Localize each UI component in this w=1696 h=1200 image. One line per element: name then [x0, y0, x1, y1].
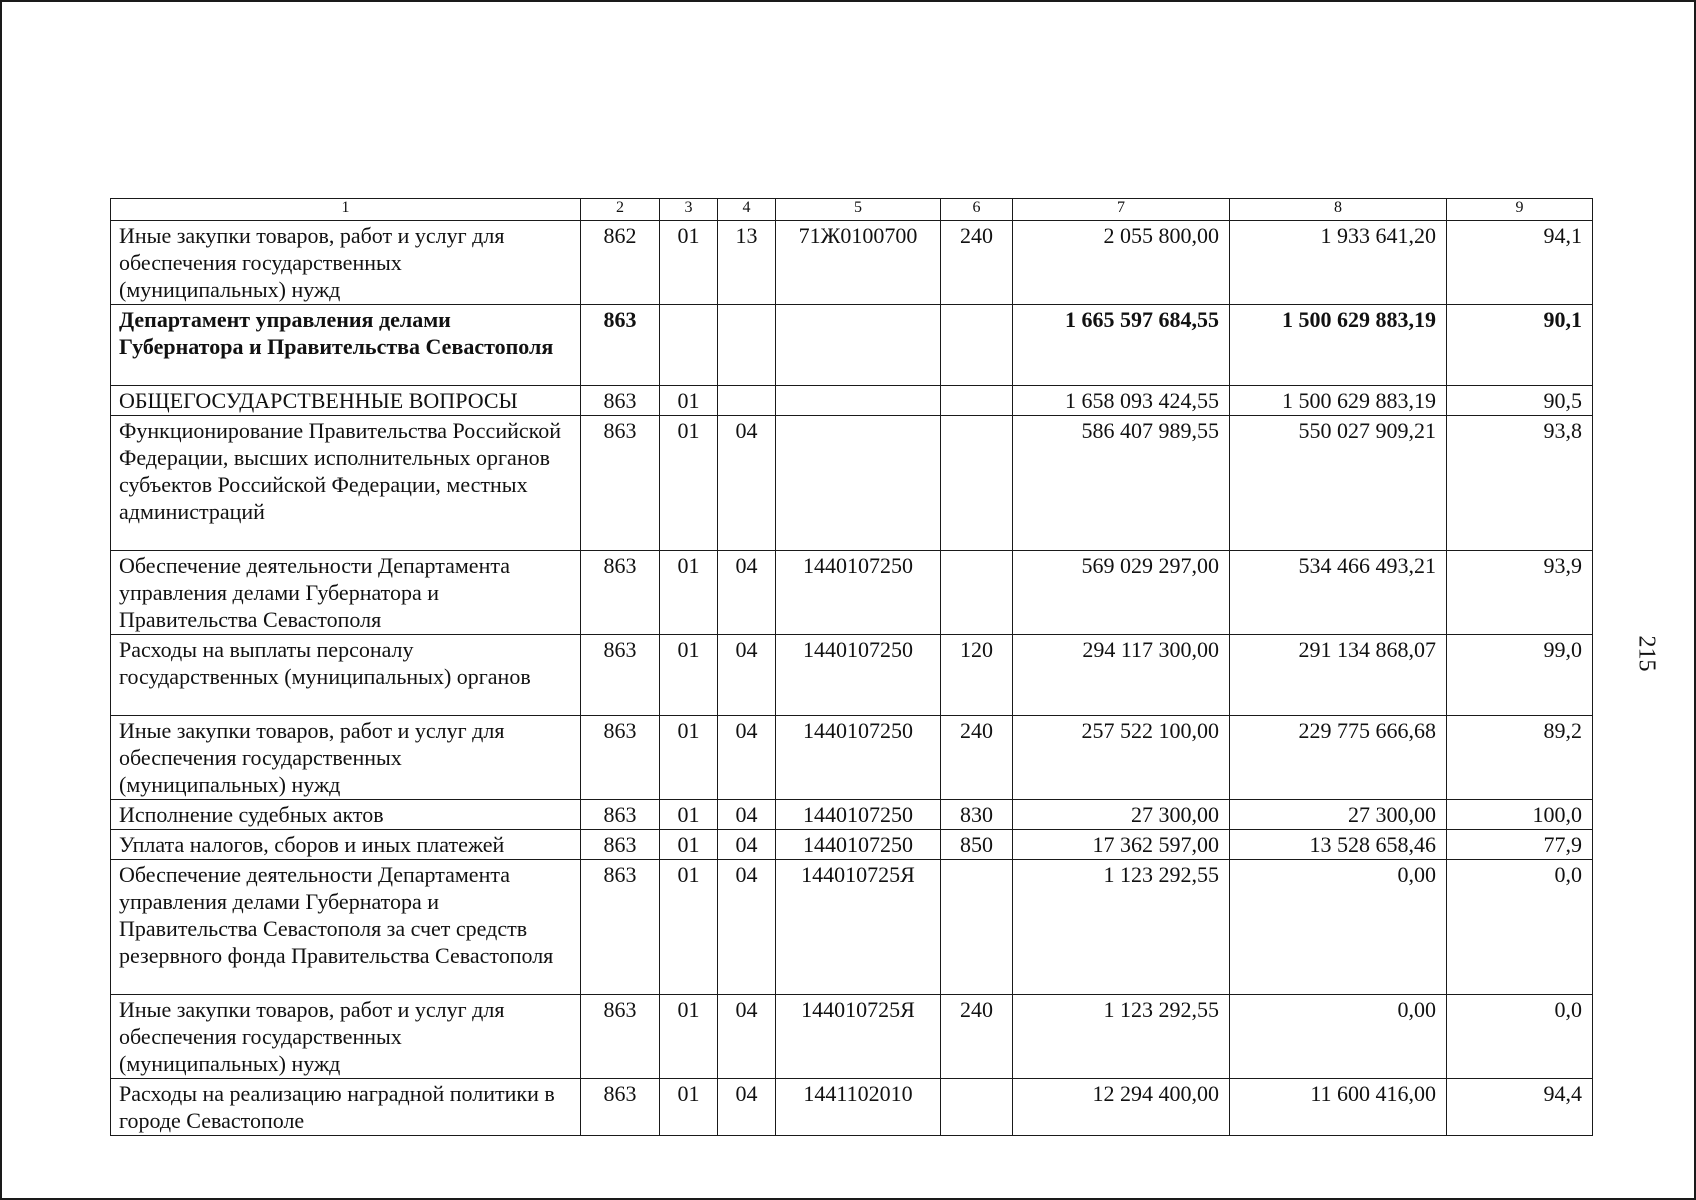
section-code-cell: 01 — [660, 1079, 718, 1136]
section-code-cell — [660, 305, 718, 386]
admin-code-cell: 862 — [581, 221, 660, 305]
target-article-cell: 144010725Я — [776, 995, 941, 1079]
row-name-cell: ОБЩЕГОСУДАРСТВЕННЫЕ ВОПРОСЫ — [111, 386, 581, 416]
target-article-cell: 1440107250 — [776, 716, 941, 800]
subsection-code-cell: 04 — [718, 860, 776, 995]
column-number: 4 — [718, 199, 776, 221]
column-number: 5 — [776, 199, 941, 221]
subsection-code-cell: 04 — [718, 635, 776, 716]
table-row — [111, 1079, 1593, 1136]
percent-cell: 90,1 — [1447, 305, 1593, 386]
expense-type-cell: 120 — [941, 635, 1013, 716]
subsection-code-cell — [718, 305, 776, 386]
percent-cell: 94,4 — [1447, 1079, 1593, 1136]
admin-code-cell: 863 — [581, 860, 660, 995]
subsection-code-cell: 04 — [718, 551, 776, 635]
expense-type-cell: 240 — [941, 995, 1013, 1079]
subsection-code-cell: 04 — [718, 1079, 776, 1136]
target-article-cell: 71Ж0100700 — [776, 221, 941, 305]
section-code-cell: 01 — [660, 860, 718, 995]
percent-cell: 0,0 — [1447, 860, 1593, 995]
executed-amount-cell: 229 775 666,68 — [1230, 716, 1447, 800]
approved-amount-cell: 12 294 400,00 — [1013, 1079, 1230, 1136]
expense-type-cell — [941, 416, 1013, 551]
expense-type-cell — [941, 305, 1013, 386]
target-article-cell: 1440107250 — [776, 551, 941, 635]
percent-cell: 77,9 — [1447, 830, 1593, 860]
executed-amount-cell: 1 500 629 883,19 — [1230, 305, 1447, 386]
subsection-code-cell: 04 — [718, 800, 776, 830]
table-row — [111, 386, 1593, 416]
percent-cell: 99,0 — [1447, 635, 1593, 716]
percent-cell: 90,5 — [1447, 386, 1593, 416]
executed-amount-cell: 291 134 868,07 — [1230, 635, 1447, 716]
row-name-cell: Расходы на реализацию наградной политики в городе Севастополе — [111, 1079, 581, 1136]
approved-amount-cell: 2 055 800,00 — [1013, 221, 1230, 305]
section-code-cell: 01 — [660, 635, 718, 716]
admin-code-cell: 863 — [581, 635, 660, 716]
expense-type-cell: 850 — [941, 830, 1013, 860]
admin-code-cell: 863 — [581, 830, 660, 860]
row-name-cell: Обеспечение деятельности Департамента управления делами Губернатора и Правительства Севастополя — [111, 551, 581, 635]
expense-type-cell: 240 — [941, 221, 1013, 305]
row-name-cell: Иные закупки товаров, работ и услуг для обеспечения государственных (муниципальных) нужд — [111, 995, 581, 1079]
approved-amount-cell: 1 123 292,55 — [1013, 995, 1230, 1079]
approved-amount-cell: 27 300,00 — [1013, 800, 1230, 830]
percent-cell: 93,9 — [1447, 551, 1593, 635]
table-row — [111, 860, 1593, 995]
expense-type-cell — [941, 1079, 1013, 1136]
table-row — [111, 716, 1593, 800]
row-name-cell: Иные закупки товаров, работ и услуг для обеспечения государственных (муниципальных) нужд — [111, 716, 581, 800]
subsection-code-cell: 04 — [718, 716, 776, 800]
executed-amount-cell: 0,00 — [1230, 860, 1447, 995]
target-article-cell: 1440107250 — [776, 800, 941, 830]
section-code-cell: 01 — [660, 386, 718, 416]
expense-type-cell — [941, 386, 1013, 416]
subsection-code-cell: 04 — [718, 830, 776, 860]
approved-amount-cell: 1 123 292,55 — [1013, 860, 1230, 995]
admin-code-cell: 863 — [581, 386, 660, 416]
column-number: 7 — [1013, 199, 1230, 221]
approved-amount-cell: 17 362 597,00 — [1013, 830, 1230, 860]
row-name-cell: Департамент управления делами Губернатора и Правительства Севастополя — [111, 305, 581, 386]
column-number-row — [111, 199, 1593, 221]
target-article-cell — [776, 386, 941, 416]
approved-amount-cell: 1 658 093 424,55 — [1013, 386, 1230, 416]
column-number: 1 — [111, 199, 581, 221]
expense-type-cell: 240 — [941, 716, 1013, 800]
executed-amount-cell: 11 600 416,00 — [1230, 1079, 1447, 1136]
percent-cell: 100,0 — [1447, 800, 1593, 830]
row-name-cell: Уплата налогов, сборов и иных платежей — [111, 830, 581, 860]
approved-amount-cell: 294 117 300,00 — [1013, 635, 1230, 716]
column-number: 6 — [941, 199, 1013, 221]
subsection-code-cell: 04 — [718, 995, 776, 1079]
row-name-cell: Расходы на выплаты персоналу государственных (муниципальных) органов — [111, 635, 581, 716]
target-article-cell: 144010725Я — [776, 860, 941, 995]
admin-code-cell: 863 — [581, 305, 660, 386]
section-code-cell: 01 — [660, 221, 718, 305]
table-row — [111, 305, 1593, 386]
column-number: 3 — [660, 199, 718, 221]
executed-amount-cell: 0,00 — [1230, 995, 1447, 1079]
section-code-cell: 01 — [660, 716, 718, 800]
section-code-cell: 01 — [660, 995, 718, 1079]
subsection-code-cell: 13 — [718, 221, 776, 305]
table-row — [111, 221, 1593, 305]
section-code-cell: 01 — [660, 416, 718, 551]
admin-code-cell: 863 — [581, 416, 660, 551]
executed-amount-cell: 1 500 629 883,19 — [1230, 386, 1447, 416]
admin-code-cell: 863 — [581, 551, 660, 635]
section-code-cell: 01 — [660, 551, 718, 635]
admin-code-cell: 863 — [581, 995, 660, 1079]
page-number: 215 — [1633, 635, 1660, 672]
table-row — [111, 830, 1593, 860]
row-name-cell: Функционирование Правительства Российской Федерации, высших исполнительных органов субъектов Российской Федерации, местных администраций — [111, 416, 581, 551]
admin-code-cell: 863 — [581, 1079, 660, 1136]
table-body — [111, 199, 1593, 1136]
table-row — [111, 995, 1593, 1079]
column-number: 9 — [1447, 199, 1593, 221]
budget-table — [110, 198, 1593, 1136]
percent-cell: 0,0 — [1447, 995, 1593, 1079]
target-article-cell: 1441102010 — [776, 1079, 941, 1136]
approved-amount-cell: 586 407 989,55 — [1013, 416, 1230, 551]
subsection-code-cell — [718, 386, 776, 416]
table-row — [111, 635, 1593, 716]
percent-cell: 89,2 — [1447, 716, 1593, 800]
expense-type-cell — [941, 551, 1013, 635]
expense-type-cell: 830 — [941, 800, 1013, 830]
subsection-code-cell: 04 — [718, 416, 776, 551]
section-code-cell: 01 — [660, 800, 718, 830]
column-number: 8 — [1230, 199, 1447, 221]
row-name-cell: Иные закупки товаров, работ и услуг для обеспечения государственных (муниципальных) нужд — [111, 221, 581, 305]
executed-amount-cell: 550 027 909,21 — [1230, 416, 1447, 551]
approved-amount-cell: 569 029 297,00 — [1013, 551, 1230, 635]
admin-code-cell: 863 — [581, 716, 660, 800]
row-name-cell: Обеспечение деятельности Департамента управления делами Губернатора и Правительства Севастополя за счет средств резервного фонда Правительства Севастополя — [111, 860, 581, 995]
approved-amount-cell: 257 522 100,00 — [1013, 716, 1230, 800]
column-number: 2 — [581, 199, 660, 221]
table-row — [111, 551, 1593, 635]
table-row — [111, 416, 1593, 551]
approved-amount-cell: 1 665 597 684,55 — [1013, 305, 1230, 386]
section-code-cell: 01 — [660, 830, 718, 860]
target-article-cell — [776, 305, 941, 386]
executed-amount-cell: 534 466 493,21 — [1230, 551, 1447, 635]
target-article-cell: 1440107250 — [776, 635, 941, 716]
percent-cell: 94,1 — [1447, 221, 1593, 305]
executed-amount-cell: 13 528 658,46 — [1230, 830, 1447, 860]
table-row — [111, 800, 1593, 830]
percent-cell: 93,8 — [1447, 416, 1593, 551]
admin-code-cell: 863 — [581, 800, 660, 830]
target-article-cell: 1440107250 — [776, 830, 941, 860]
target-article-cell — [776, 416, 941, 551]
expense-type-cell — [941, 860, 1013, 995]
row-name-cell: Исполнение судебных актов — [111, 800, 581, 830]
executed-amount-cell: 27 300,00 — [1230, 800, 1447, 830]
executed-amount-cell: 1 933 641,20 — [1230, 221, 1447, 305]
